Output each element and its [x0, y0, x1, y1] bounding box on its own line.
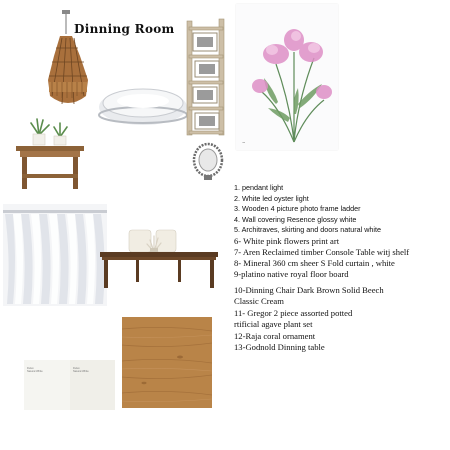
console-table-image	[16, 144, 84, 190]
list-item-5: 5. Architraves, skirting and doors natural white	[234, 225, 382, 235]
pendant-light-image	[38, 10, 98, 115]
list-item-11: 11- Gregor 2 piece assorted potted	[234, 307, 353, 318]
list-item-4: 4. Wall covering Resence glossy white	[234, 214, 357, 224]
list-item-12: 12-Raja coral ornament	[234, 330, 316, 341]
list-item-7: 7- Aren Reclaimed timber Console Table witj shelf	[234, 246, 410, 257]
potted-plants-image	[27, 117, 73, 147]
list-item-6: 6- White pink flowers print art	[234, 235, 340, 246]
swatch-2-brand: Dulux	[73, 367, 80, 370]
paint-swatch-2	[70, 360, 115, 410]
list-item-10b: Classic Cream	[234, 296, 284, 307]
list-item-8: 8- Mineral 360 cm sheer S Fold curtain , white	[234, 257, 395, 268]
board-title: Dinning Room	[74, 22, 175, 36]
list-item-11b: rtificial agave plant set	[234, 319, 313, 330]
list-item-2: 2. White led oyster light	[234, 193, 309, 203]
list-item-9: 9-platino native royal floor board	[234, 268, 349, 279]
flower-print-image	[236, 4, 338, 150]
list-item-3: 3. Wooden 4 picture photo frame ladder	[234, 204, 361, 214]
photo-ladder-image	[183, 17, 229, 137]
swatch-1-name: Natural White	[27, 370, 43, 374]
swatch-1-brand: Dulux	[27, 367, 34, 370]
paint-swatch-1	[24, 360, 70, 410]
oyster-light-image	[97, 83, 189, 127]
list-item-13: 13-Godnold Dinning table	[234, 342, 325, 353]
svg-text:~: ~	[242, 140, 246, 145]
swatch-2-name: Natural White	[73, 370, 89, 374]
list-item-10: 10-Dinning Chair Dark Brown Solid Beech	[234, 284, 384, 295]
dining-table-image	[98, 218, 220, 290]
floor-board-image	[122, 317, 212, 408]
sheer-curtain-image	[3, 204, 107, 306]
items-list	[234, 183, 448, 354]
coral-ornament-image	[192, 142, 224, 182]
list-item-1: 1. pendant light	[234, 183, 284, 192]
